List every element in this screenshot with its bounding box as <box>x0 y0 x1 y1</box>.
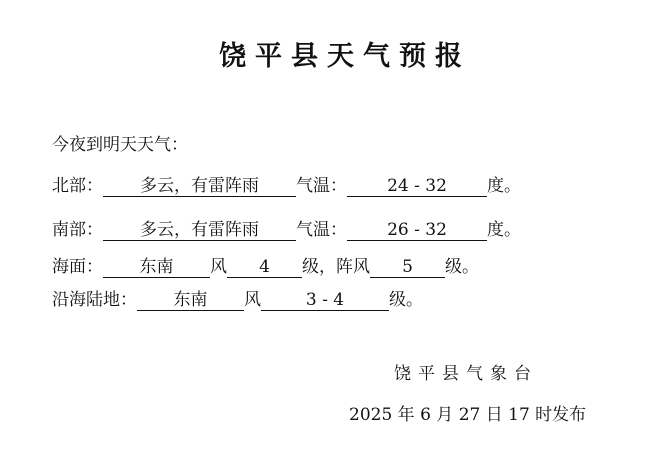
south-weather-field: 多云，有雷阵雨 <box>103 220 296 241</box>
coast-direction-field: 东南 <box>137 290 244 311</box>
document-title: 饶平县天气预报 <box>219 41 471 72</box>
south-temp-label: 气温： <box>296 220 347 240</box>
sea-gust-field: 5 <box>370 257 445 278</box>
south-label: 南部： <box>52 220 103 240</box>
sea-level-field: 4 <box>227 257 302 278</box>
coast-wind-word: 风 <box>244 290 261 310</box>
sea-label: 海面： <box>52 257 103 277</box>
sea-forecast-line <box>52 256 479 278</box>
south-forecast-line <box>52 219 521 241</box>
north-temp-unit: 度。 <box>487 176 521 196</box>
coast-label: 沿海陆地： <box>52 290 137 310</box>
intro-line: 今夜到明天天气： <box>52 135 188 155</box>
issue-date: 2025 年 6 月 27 日 17 时发布 <box>349 405 587 425</box>
coast-level-field: 3 - 4 <box>261 290 389 311</box>
sea-gust-label: 阵风 <box>336 257 370 277</box>
coast-forecast-line <box>52 289 423 311</box>
north-temp-label: 气温： <box>296 176 347 196</box>
coast-level-unit: 级。 <box>389 290 423 310</box>
sea-gust-unit: 级。 <box>445 257 479 277</box>
north-temp-field: 24 - 32 <box>347 176 487 197</box>
north-weather-field: 多云，有雷阵雨 <box>103 176 296 197</box>
north-label: 北部： <box>52 176 103 196</box>
sea-level-unit: 级， <box>302 257 336 277</box>
north-forecast-line <box>52 175 521 197</box>
south-temp-field: 26 - 32 <box>347 220 487 241</box>
sea-direction-field: 东南 <box>103 257 210 278</box>
south-temp-unit: 度。 <box>487 220 521 240</box>
sea-wind-word: 风 <box>210 257 227 277</box>
issuer-name: 饶平县气象台 <box>394 364 538 384</box>
